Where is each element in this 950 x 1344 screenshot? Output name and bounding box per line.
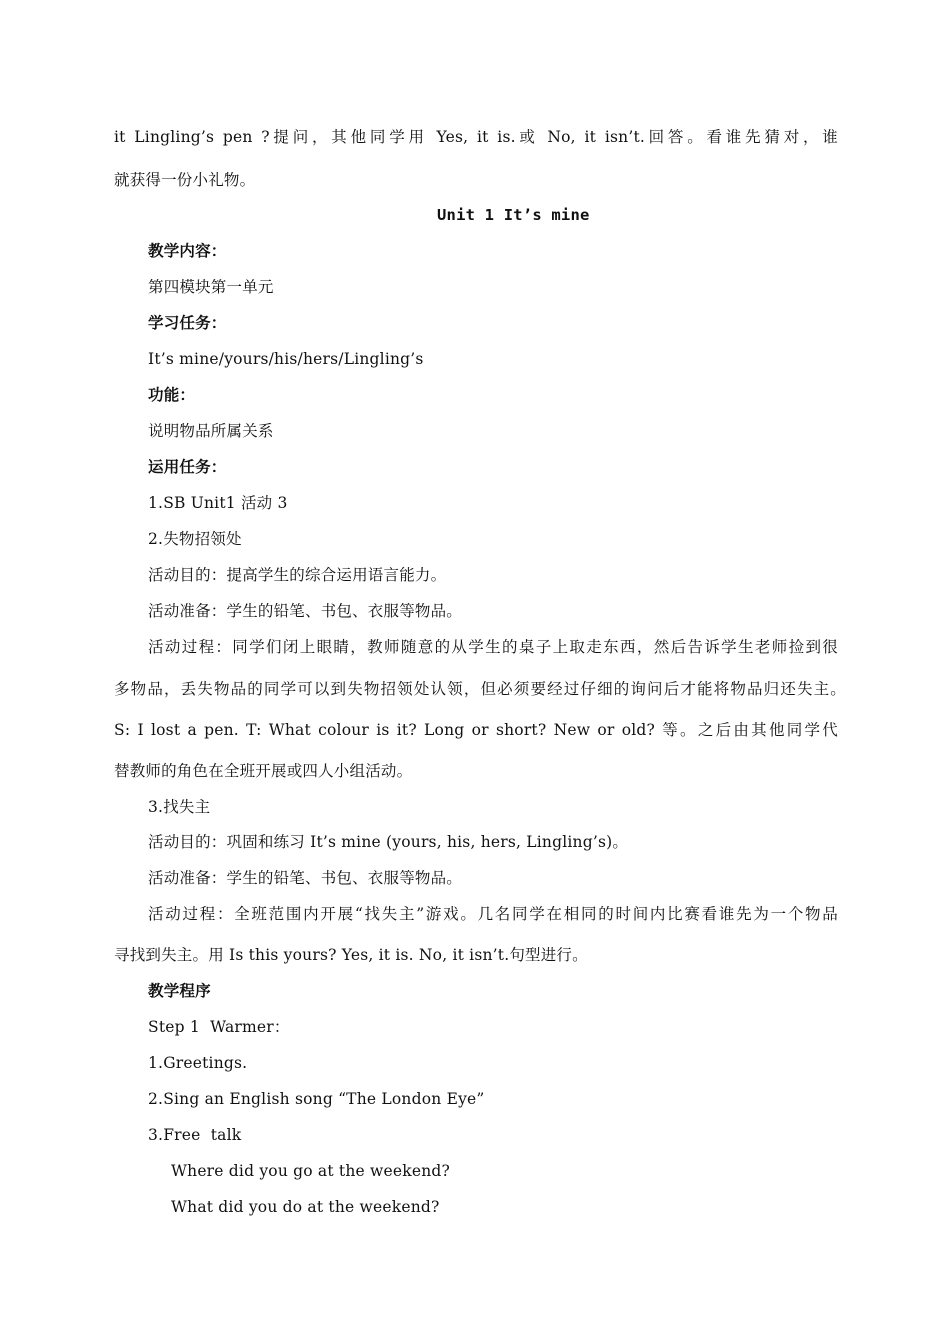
free-talk-question-2: What did you do at the weekend?: [171, 1198, 440, 1216]
procedure-heading: 教学程序: [148, 982, 211, 1000]
step-1-item-3: 3.Free talk: [148, 1126, 242, 1144]
activity3-process-line-1: 活动过程：全班范围内开展“找失主”游戏。几名同学在相同的时间内比赛看谁先为一个物品: [148, 905, 838, 923]
activity2-goal: 活动目的：提高学生的综合运用语言能力。: [148, 566, 447, 584]
activity2-process-line-3: S: I lost a pen. T: What colour is it? Long or short? New or old? 等。之后由其他同学代: [114, 721, 838, 739]
function-heading: 功能：: [148, 386, 196, 404]
intro-line-2: 就获得一份小礼物。: [114, 171, 256, 189]
use-item-2: 2.失物招领处: [148, 530, 242, 548]
use-item-3: 3.找失主: [148, 798, 211, 816]
activity2-process-line-2: 多物品，丢失物品的同学可以到失物招领处认领，但必须要经过仔细的询问后才能将物品归还失主。: [114, 680, 846, 698]
activity3-process-line-2: 寻找到失主。用 Is this yours? Yes, it is. No, it isn’t.句型进行。: [114, 946, 588, 964]
task-heading: 学习任务：: [148, 314, 227, 332]
activity3-prep: 活动准备：学生的铅笔、书包、衣服等物品。: [148, 869, 463, 887]
intro-line-1: it Lingling’s pen ?提问，其他同学用 Yes, it is.或 No, it isn’t.回答。看谁先猜对，谁: [114, 128, 838, 146]
content-heading: 教学内容：: [148, 242, 227, 260]
content-text: 第四模块第一单元: [148, 278, 274, 296]
step-1-item-1: 1.Greetings.: [148, 1054, 248, 1072]
activity2-process-line-4: 替教师的角色在全班开展或四人小组活动。: [114, 762, 413, 780]
activity2-prep: 活动准备：学生的铅笔、书包、衣服等物品。: [148, 602, 463, 620]
free-talk-question-1: Where did you go at the weekend?: [171, 1162, 451, 1180]
activity3-goal: 活动目的：巩固和练习 It’s mine (yours, his, hers, Lingling’s)。: [148, 833, 629, 851]
use-item-1: 1.SB Unit1 活动 3: [148, 494, 288, 512]
activity2-process-line-1: 活动过程：同学们闭上眼睛，教师随意的从学生的桌子上取走东西，然后告诉学生老师捡到很: [148, 638, 838, 656]
function-text: 说明物品所属关系: [148, 422, 274, 440]
use-heading: 运用任务：: [148, 458, 227, 476]
unit-title: Unit 1 It’s mine: [437, 206, 590, 224]
task-text: It’s mine/yours/his/hers/Lingling’s: [148, 350, 424, 368]
step-1-heading: Step 1 Warmer：: [148, 1018, 290, 1036]
step-1-item-2: 2.Sing an English song “The London Eye”: [148, 1090, 485, 1108]
